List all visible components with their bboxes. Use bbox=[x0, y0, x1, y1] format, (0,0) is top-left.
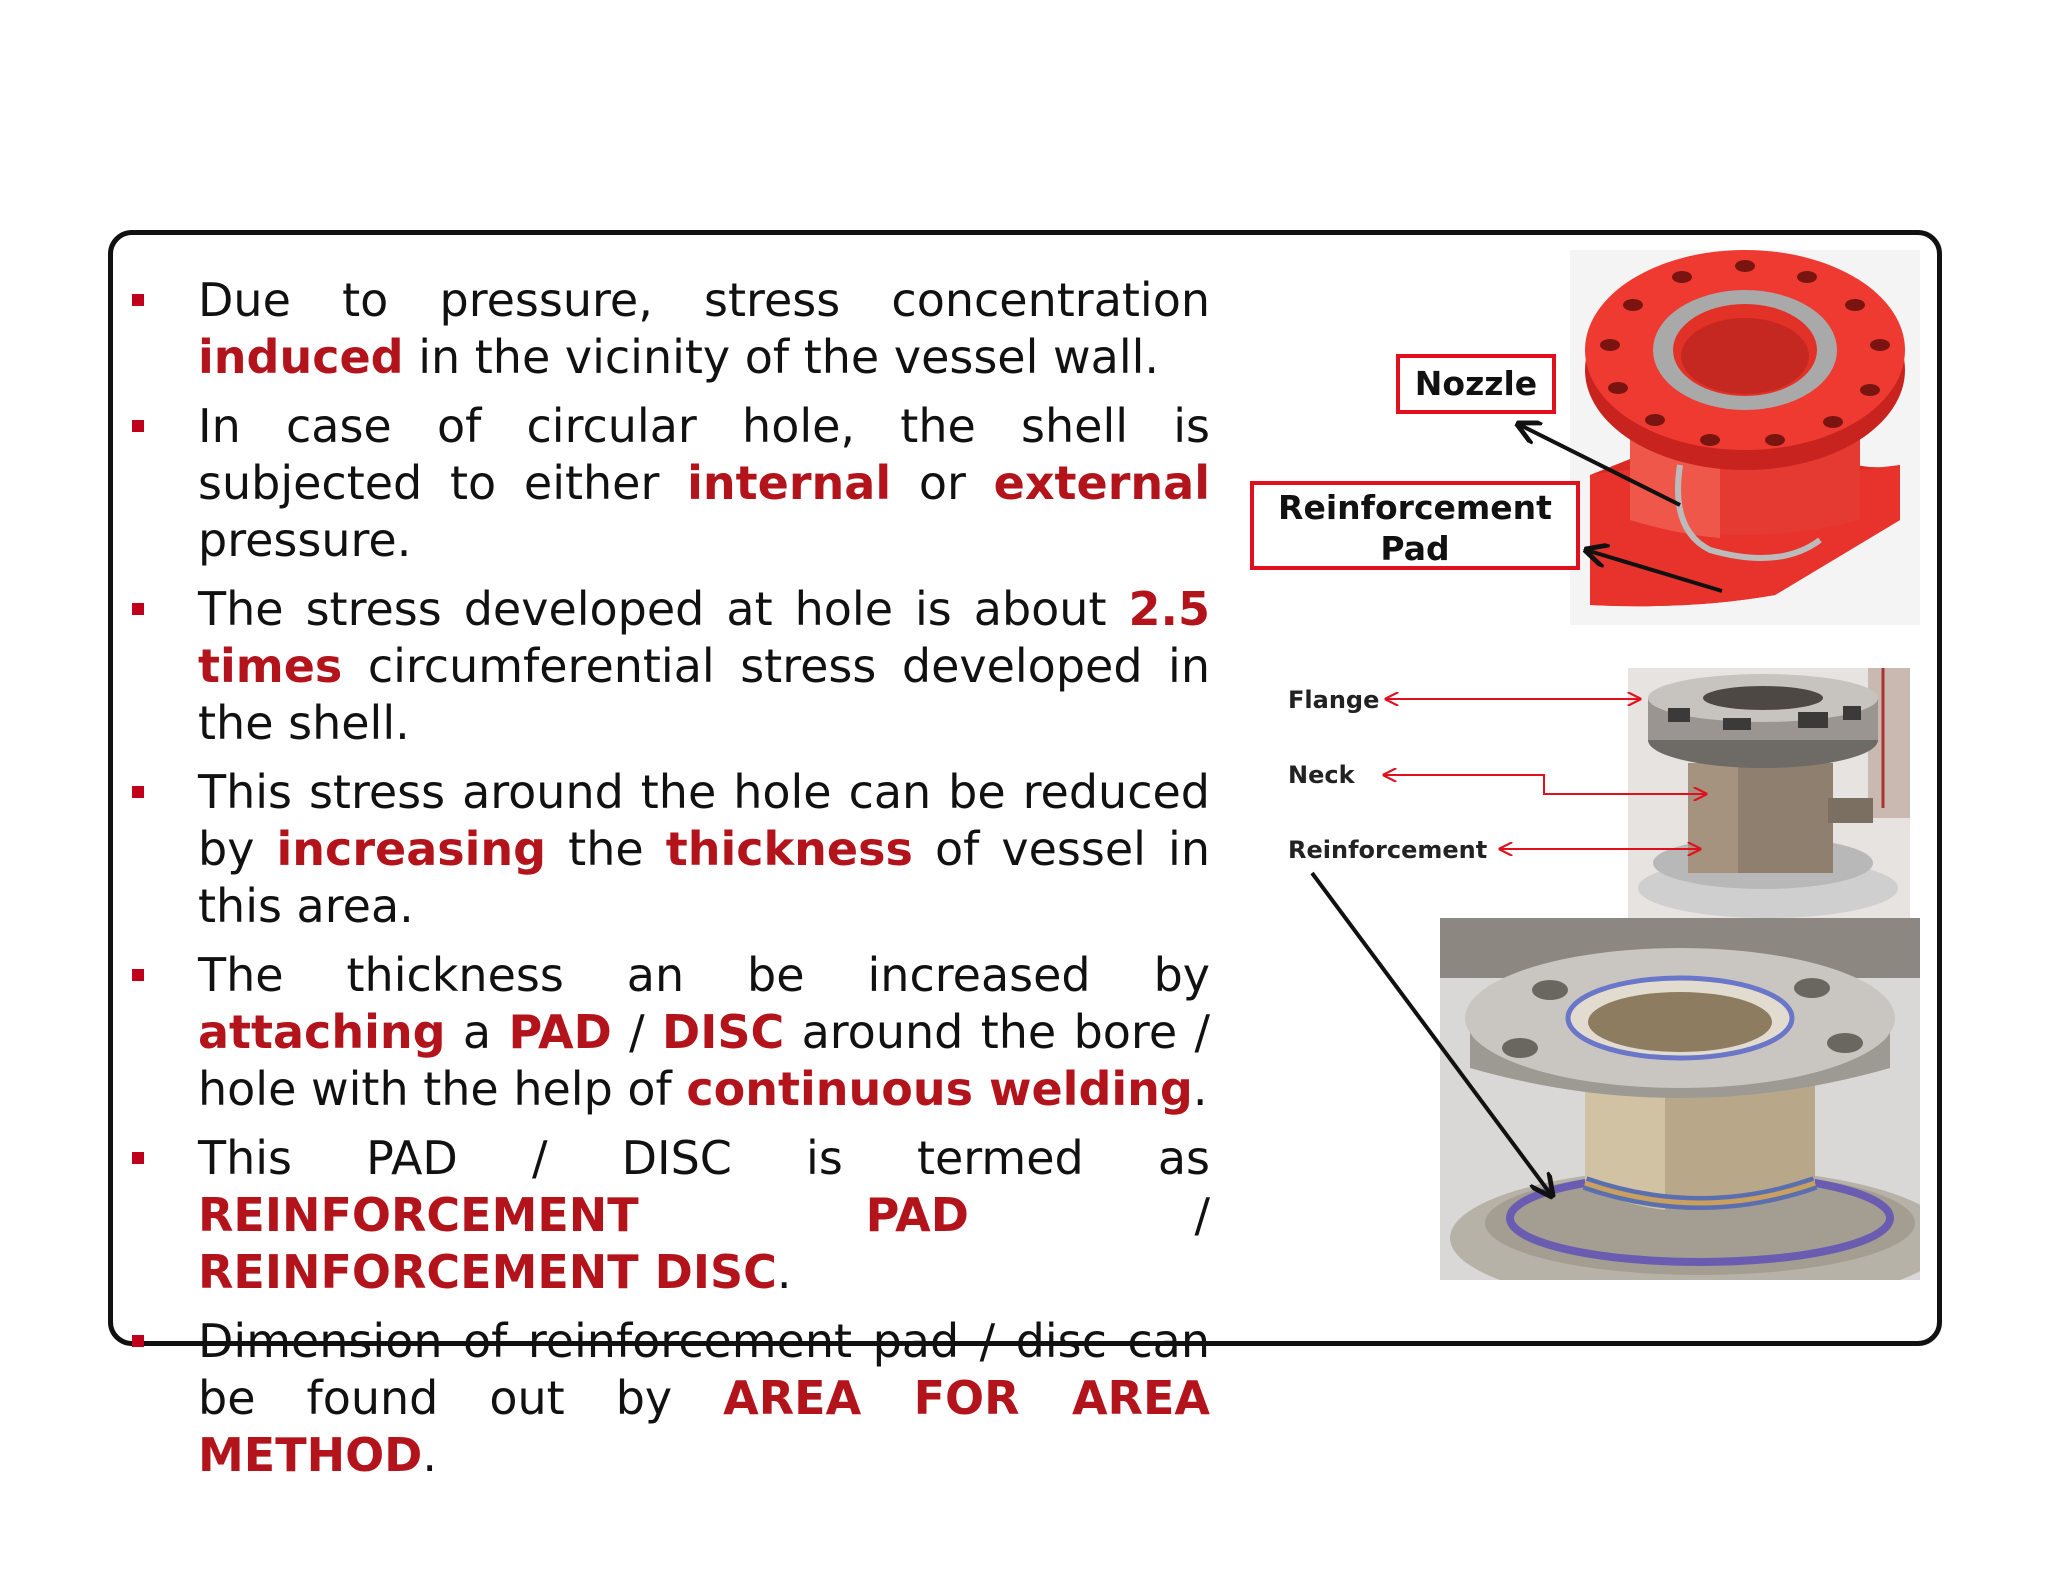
highlight-term: attaching bbox=[198, 1005, 446, 1059]
bullet-text-run: the bbox=[546, 822, 666, 876]
bullet-text-run: pressure. bbox=[198, 513, 412, 567]
highlight-term: REINFORCEMENT DISC bbox=[198, 1245, 777, 1299]
bullet-text-run: of vessel in this area. bbox=[198, 822, 1210, 933]
bullet-text-run: or bbox=[891, 456, 994, 510]
bullet-text-run: The thickness an be increased by bbox=[198, 948, 1210, 1002]
highlight-term: AREA FOR AREA METHOD bbox=[198, 1371, 1210, 1482]
highlight-term: DISC bbox=[662, 1005, 785, 1059]
bullet-text-run: around the bore / hole with the help of bbox=[198, 1005, 1211, 1116]
bullet-text-run: circumferential stress developed in the shell. bbox=[198, 639, 1210, 750]
bullet-text-run: a bbox=[445, 1005, 509, 1059]
pad-arrow bbox=[1586, 550, 1722, 591]
highlight-term: increasing bbox=[276, 822, 547, 876]
callout-reinforcement: Reinforcement bbox=[1288, 836, 1488, 864]
bullet-text-run: The stress developed at hole is about bbox=[198, 582, 1129, 636]
highlight-term: internal bbox=[687, 456, 892, 510]
bullet-text-run: in the vicinity of the vessel wall. bbox=[403, 330, 1159, 384]
bullet-text-run: / bbox=[611, 1005, 663, 1059]
bullet-text-run: This PAD / DISC is termed as bbox=[198, 1131, 1210, 1185]
bullet-text-run: . bbox=[422, 1428, 437, 1482]
bullet-text-run: In case of circular hole, the shell is subjected to either bbox=[198, 399, 1210, 510]
bullet-text-run: . bbox=[776, 1245, 792, 1299]
highlight-term: induced bbox=[198, 330, 404, 384]
highlight-term: thickness bbox=[665, 822, 913, 876]
bullet-text-run: Dimension of reinforcement pad / disc can be found out by bbox=[198, 1314, 1210, 1425]
highlight-term: REINFORCEMENT PAD bbox=[198, 1188, 969, 1242]
reinforcement-pad-label-line2: Pad bbox=[1380, 529, 1450, 568]
nozzle-arrow bbox=[1518, 424, 1680, 505]
weld-arrow bbox=[1312, 873, 1552, 1196]
bullet-text-run: . bbox=[1192, 1062, 1208, 1116]
highlight-term: continuous welding bbox=[686, 1062, 1193, 1116]
highlight-term: PAD bbox=[508, 1005, 612, 1059]
reinforcement-pad-label-line1: Reinforcement bbox=[1278, 488, 1552, 527]
callout-neck: Neck bbox=[1288, 761, 1355, 789]
highlight-term: 2.5 times bbox=[198, 582, 1210, 693]
callout-flange: Flange bbox=[1288, 686, 1380, 714]
highlight-term: external bbox=[993, 456, 1210, 510]
bullet-text-run: This stress around the hole can be reduced by bbox=[198, 765, 1210, 876]
nozzle-label-text: Nozzle bbox=[1414, 364, 1538, 403]
bullet-text-run: / bbox=[968, 1188, 1211, 1242]
neck-arrow bbox=[1384, 775, 1706, 794]
bullet-text-run: Due to pressure, stress concentration bbox=[198, 273, 1210, 327]
